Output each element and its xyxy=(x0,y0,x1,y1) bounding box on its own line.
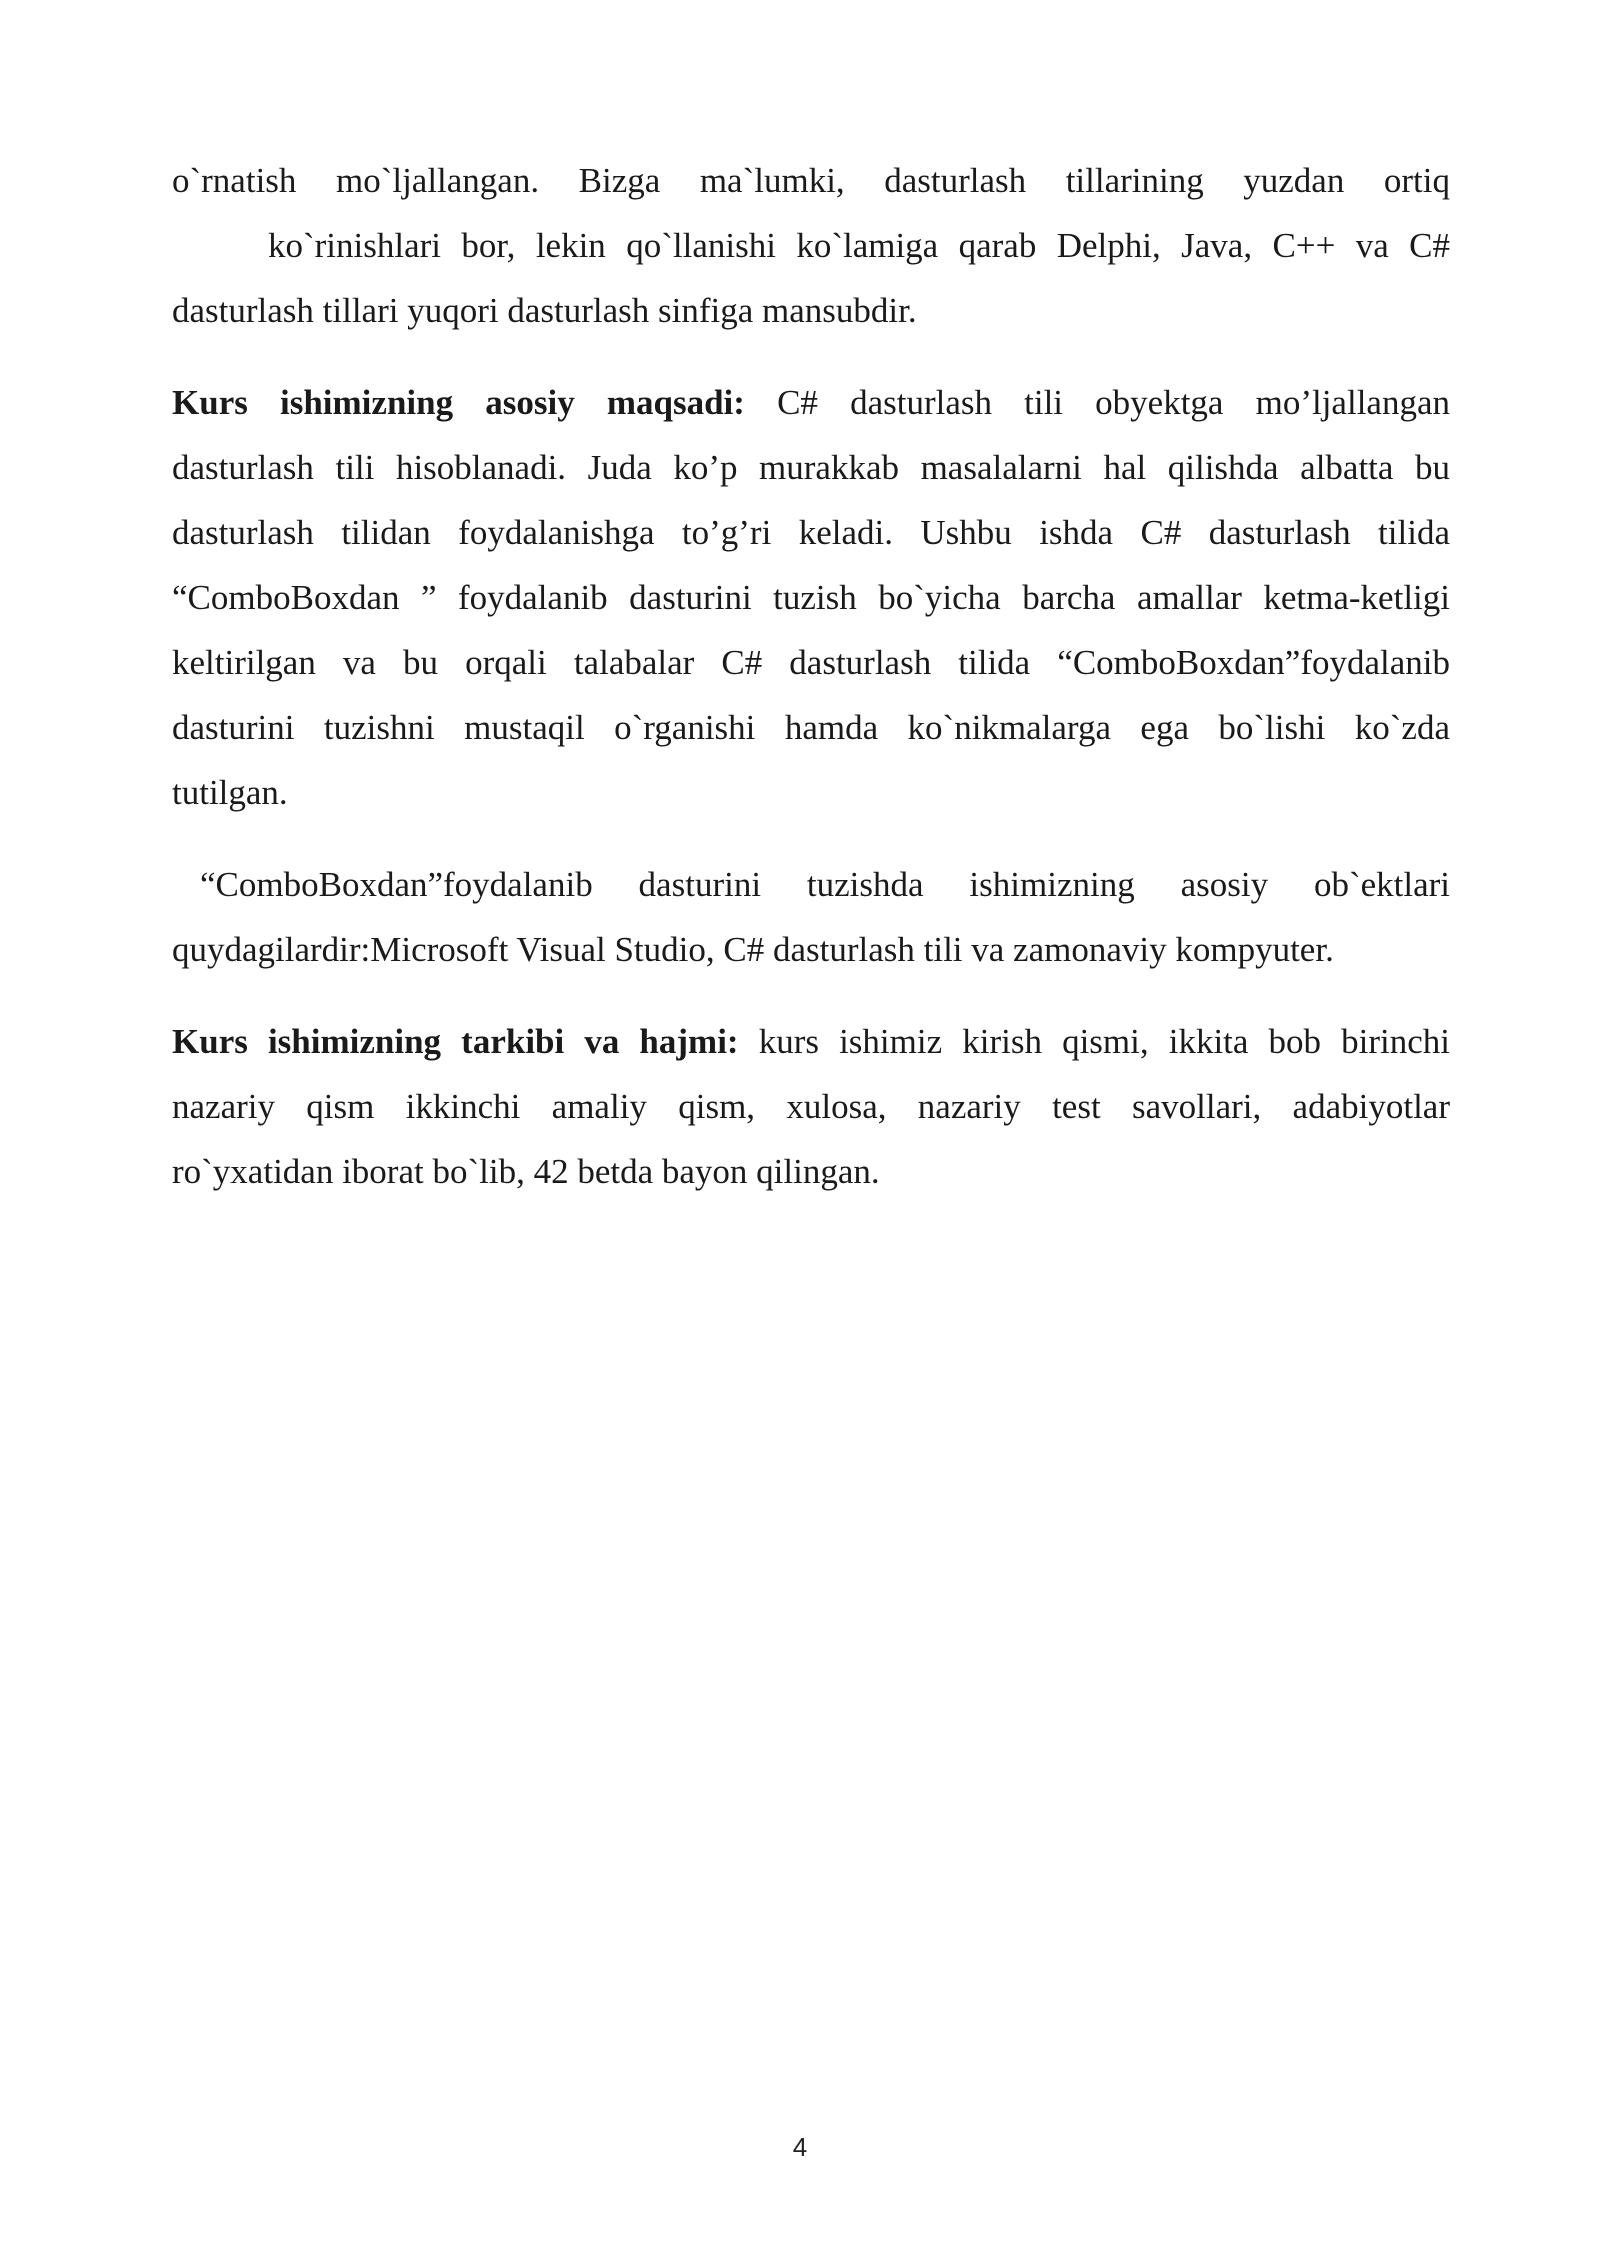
goal-paragraph xyxy=(172,370,1450,825)
intro-paragraph xyxy=(172,148,1450,343)
goal-heading: Kurs ishimizning asosiy maqsadi: xyxy=(172,383,745,422)
text-line: “ComboBoxdan ” foydalanib dasturini tuzish bo`yicha barcha amallar ketma-ketligi xyxy=(172,578,1450,617)
objects-paragraph xyxy=(172,852,1450,982)
text-line: ro`yxatidan iborat bo`lib, 42 betda bayon qilingan. xyxy=(172,1152,880,1191)
structure-heading-rest: kurs ishimiz kirish qismi, ikkita bob birinchi xyxy=(738,1022,1450,1061)
text-line: dasturlash tilidan foydalanishga to’g’ri keladi. Ushbu ishda C# dasturlash tilida xyxy=(172,513,1450,552)
text-line: keltirilgan va bu orqali talabalar C# dasturlash tilida “ComboBoxdan”foydalanib xyxy=(172,643,1450,682)
page-number: 4 xyxy=(792,2132,808,2162)
paragraph-spacer xyxy=(172,343,1450,370)
text-line: quydagilardir:Microsoft Visual Studio, C# dasturlash tili va zamonaviy kompyuter. xyxy=(172,930,1334,969)
text-line: “ComboBoxdan”foydalanib dasturini tuzishda ishimizning asosiy ob`ektlari xyxy=(200,865,1450,904)
paragraph-spacer xyxy=(172,982,1450,1009)
text-line: dasturini tuzishni mustaqil o`rganishi hamda ko`nikmalarga ega bo`lishi ko`zda xyxy=(172,708,1450,747)
text-line: dasturlash tili hisoblanadi. Juda ko’p murakkab masalalarni hal qilishda albatta bu xyxy=(172,448,1450,487)
structure-heading: Kurs ishimizning tarkibi va hajmi: xyxy=(172,1022,739,1061)
text-line: dasturlash tillari yuqori dasturlash sinfiga mansubdir. xyxy=(172,291,917,330)
text-line: tutilgan. xyxy=(172,773,288,812)
text-line: ko`rinishlari bor, lekin qo`llanishi ko`lamiga qarab Delphi, Java, C++ va C# xyxy=(268,226,1450,265)
goal-heading-rest: C# dasturlash tili obyektga mo’ljallangan xyxy=(744,383,1450,422)
text-line: o`rnatish mo`ljallangan. Bizga ma`lumki, dasturlash tillarining yuzdan ortiq xyxy=(172,161,1450,200)
text-line: nazariy qism ikkinchi amaliy qism, xulosa, nazariy test savollari, adabiyotlar xyxy=(172,1087,1450,1126)
text-line xyxy=(172,370,1450,435)
structure-paragraph xyxy=(172,1009,1450,1204)
text-line xyxy=(172,1009,1450,1074)
paragraph-spacer xyxy=(172,825,1450,852)
page-content xyxy=(172,148,1450,1204)
